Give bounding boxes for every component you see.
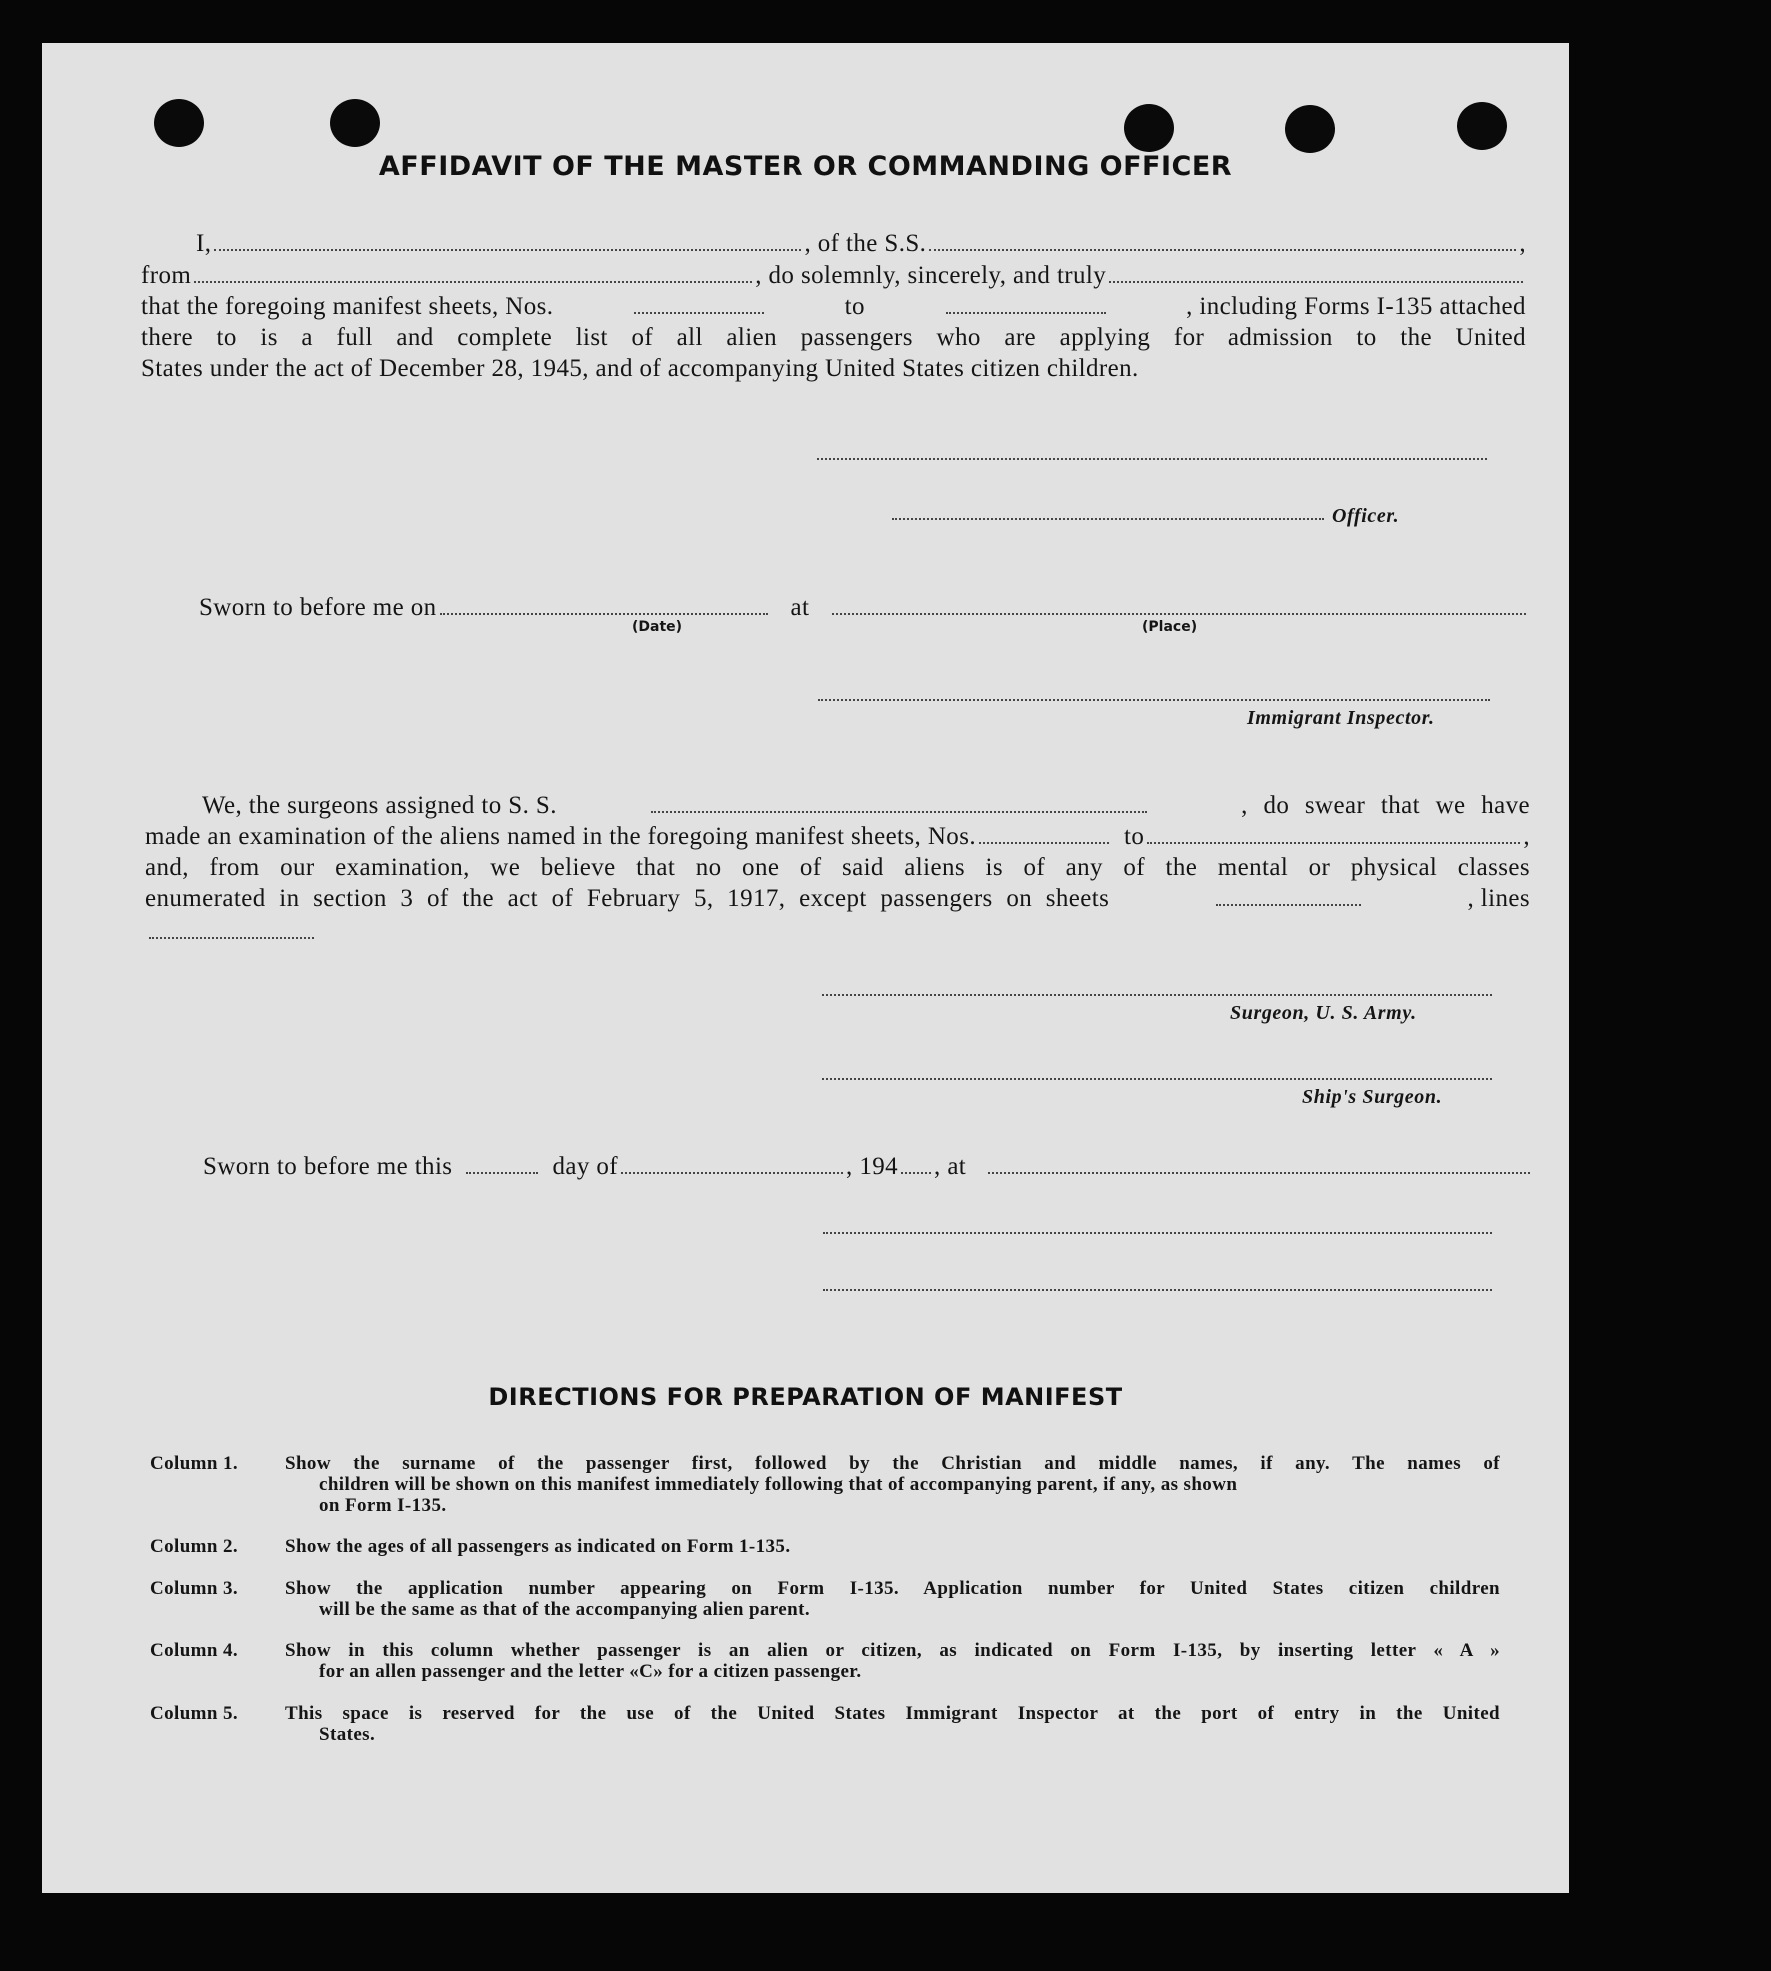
form-page xyxy=(42,43,1569,1893)
inspector-label: Immigrant Inspector. xyxy=(1247,707,1435,729)
direction-text: Show the application number appearing on Form I-135. Application number for United States citizen children xyxy=(285,1578,1500,1599)
from-blank[interactable] xyxy=(194,280,752,283)
punch-hole-1 xyxy=(154,99,204,147)
affidavit-line-5: States under the act of December 28, 1945, and of accompanying United States citizen children. xyxy=(141,355,1139,382)
ships-surgeon-signature-line[interactable] xyxy=(822,1078,1492,1080)
affidavit-title: AFFIDAVIT OF THE MASTER OR COMMANDING OFFICER xyxy=(378,151,1233,182)
inspector-signature-line[interactable] xyxy=(818,699,1490,701)
direction-text-continued: States. xyxy=(319,1724,376,1745)
direction-item xyxy=(150,1640,1500,1682)
sheet-to-blank[interactable] xyxy=(946,311,1106,314)
except-sheets-blank[interactable] xyxy=(1216,903,1361,906)
affidavit-line-4: there to is a full and complete list of all alien passengers who are applying for admission to the United xyxy=(141,324,1526,351)
ships-surgeon-label: Ship's Surgeon. xyxy=(1302,1086,1443,1108)
army-surgeon-label: Surgeon, U. S. Army. xyxy=(1230,1002,1417,1024)
place-label: (Place) xyxy=(1142,619,1198,635)
direction-item xyxy=(150,1453,1500,1516)
affidavit-line-3: that the foregoing manifest sheets, Nos. to , including Forms I-135 attached xyxy=(141,293,1526,320)
sworn-at-blank[interactable] xyxy=(988,1171,1530,1174)
sworn-place-blank[interactable] xyxy=(832,612,1526,615)
direction-text-continued: children will be shown on this manifest immediately following that of accompanying parent, if any, as shown xyxy=(319,1474,1238,1495)
sworn-date-blank[interactable] xyxy=(440,612,768,615)
punch-hole-3 xyxy=(1124,104,1174,152)
surgeons-line-3: and, from our examination, we believe that no one of said aliens is of any of the mental or physical classes xyxy=(145,854,1530,881)
direction-text-continued: on Form I-135. xyxy=(319,1495,447,1516)
surgeon-sheet-to-blank[interactable] xyxy=(1147,841,1520,844)
month-blank[interactable] xyxy=(621,1171,843,1174)
lines-blank[interactable] xyxy=(149,937,314,939)
direction-item xyxy=(150,1536,1500,1557)
swear-blank[interactable] xyxy=(1109,280,1523,283)
direction-text: Show the ages of all passengers as indicated on Form 1-135. xyxy=(285,1536,791,1557)
punch-hole-4 xyxy=(1285,105,1335,153)
surgeon-ship-blank[interactable] xyxy=(651,810,1147,813)
sheet-from-blank[interactable] xyxy=(634,311,764,314)
direction-item xyxy=(150,1578,1500,1620)
sworn-before-date-line: Sworn to before me on at xyxy=(199,594,1529,622)
affidavit-line-2: from , do solemnly, sincerely, and truly xyxy=(141,262,1526,290)
officer-signature-line[interactable] xyxy=(892,518,1324,520)
direction-column-label: Column 5. xyxy=(150,1703,239,1724)
direction-column-label: Column 1. xyxy=(150,1453,239,1474)
sworn2-signature-line-1[interactable] xyxy=(823,1232,1492,1234)
direction-text-continued: for an allen passenger and the letter «C» for a citizen passenger. xyxy=(319,1661,862,1682)
direction-text: Show in this column whether passenger is an alien or citizen, as indicated on Form I-135, by inserting letter « A » xyxy=(285,1640,1500,1661)
surgeons-line-1: We, the surgeons assigned to S. S. , do swear that we have xyxy=(202,792,1530,819)
master-signature-line[interactable] xyxy=(817,458,1487,460)
direction-text: This space is reserved for the use of the United States Immigrant Inspector at the port of entry in the United xyxy=(285,1703,1500,1724)
direction-column-label: Column 2. xyxy=(150,1536,239,1557)
ship-blank[interactable] xyxy=(929,248,1516,251)
date-label: (Date) xyxy=(632,619,683,635)
name-blank[interactable] xyxy=(214,248,801,251)
sworn2-signature-line-2[interactable] xyxy=(823,1289,1492,1291)
direction-item xyxy=(150,1703,1500,1745)
punch-hole-5 xyxy=(1457,102,1507,150)
punch-hole-2 xyxy=(330,99,380,147)
direction-column-label: Column 4. xyxy=(150,1640,239,1661)
day-blank[interactable] xyxy=(466,1171,538,1174)
directions-title: DIRECTIONS FOR PREPARATION OF MANIFEST xyxy=(488,1383,1123,1411)
officer-label: Officer. xyxy=(1332,505,1400,527)
direction-text: Show the surname of the passenger first, followed by the Christian and middle names, if any. The names of xyxy=(285,1453,1500,1474)
sworn-before-day-line: Sworn to before me this day of , 194 , at xyxy=(203,1153,1533,1181)
year-blank[interactable] xyxy=(901,1171,931,1174)
surgeons-line-4: enumerated in section 3 of the act of February 5, 1917, except passengers on sheets , lines xyxy=(145,885,1530,912)
direction-text-continued: will be the same as that of the accompanying alien parent. xyxy=(319,1599,810,1620)
direction-column-label: Column 3. xyxy=(150,1578,239,1599)
affidavit-line-1: I, , of the S.S. , xyxy=(196,230,1527,257)
army-surgeon-signature-line[interactable] xyxy=(822,994,1492,996)
surgeons-line-2: made an examination of the aliens named in the foregoing manifest sheets, Nos. to , xyxy=(145,823,1530,850)
surgeon-sheet-from-blank[interactable] xyxy=(979,841,1109,844)
